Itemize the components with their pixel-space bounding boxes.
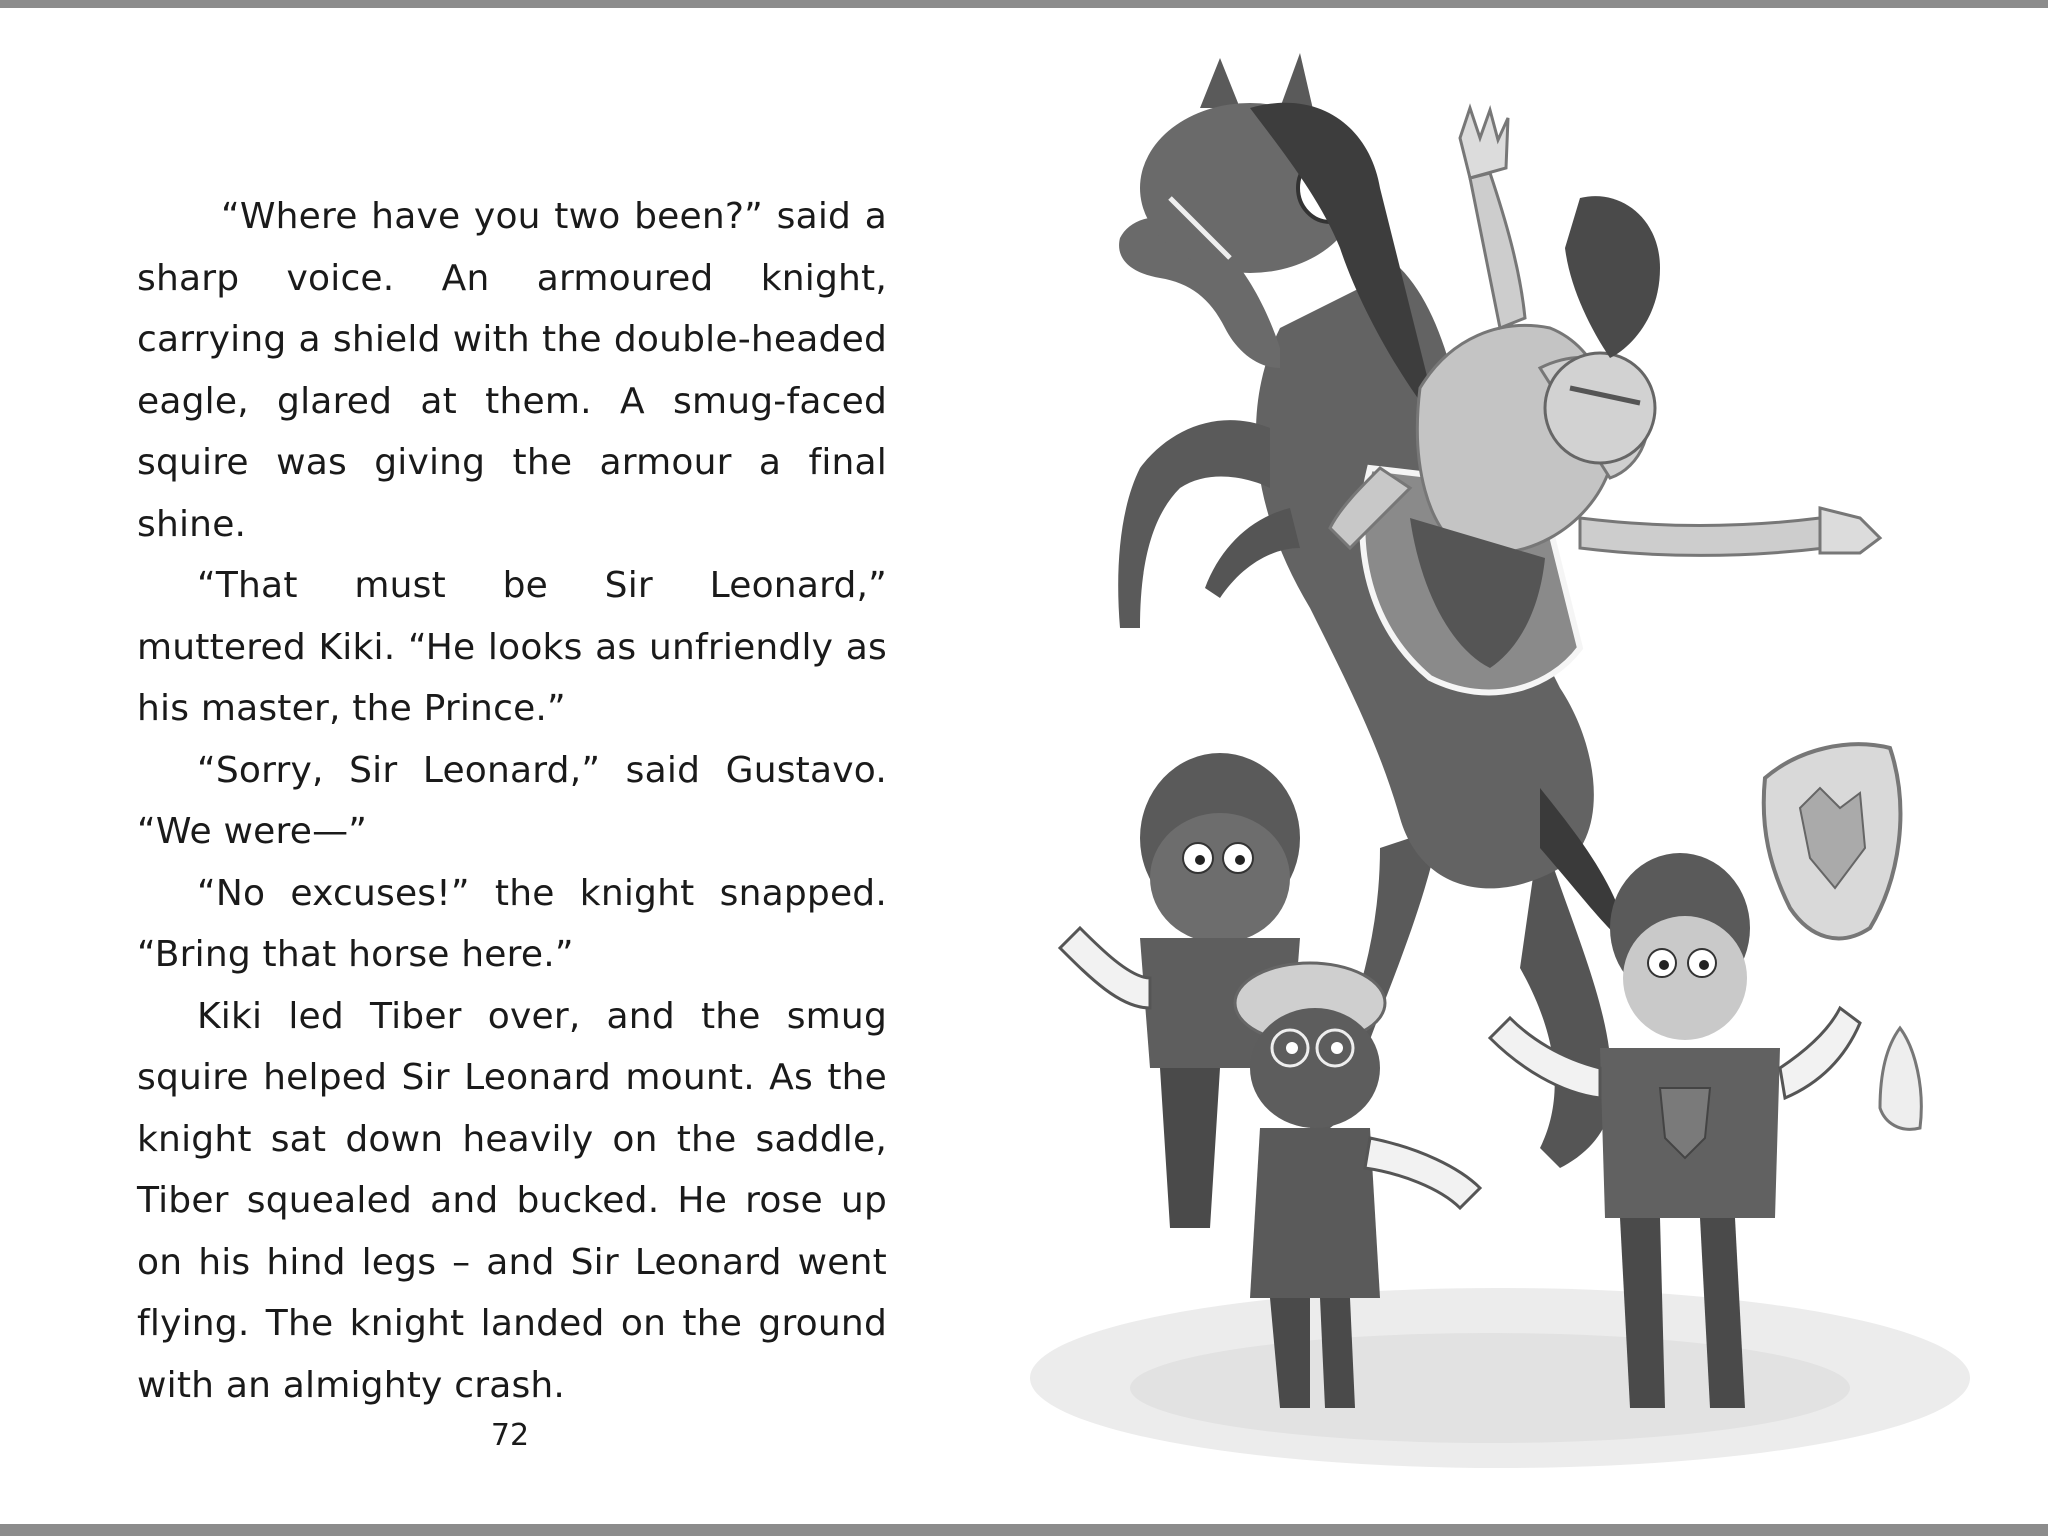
- paragraph: “No excuses!” the knight snapped. “Bring that horse here.”: [137, 872, 887, 975]
- paragraph: Kiki led Tiber over, and the smug squire helped Sir Leonard mount. As the knight sat down heavily on the saddle, Tiber squealed and bucked. He rose up on his hind legs – and Sir Leonard went flying. The knight landed on the ground with an almighty crash.: [137, 995, 887, 1406]
- book-spread: [0, 8, 2048, 1524]
- knight-helmet: [1545, 353, 1655, 463]
- story-text: [137, 186, 887, 1416]
- illustration-knight-falling-from-horse: [1020, 48, 2048, 1468]
- paragraph: “Where have you two been?” said a sharp voice. An armoured knight, carrying a shield with the double-headed eagle, glared at them. A smug-faced squire was giving the armour a final shine.: [137, 196, 887, 545]
- paragraph: “That must be Sir Leonard,” muttered Kiki. “He looks as unfriendly as his master, the Prince.”: [137, 565, 887, 729]
- page-number: 72: [490, 1418, 530, 1453]
- window-frame-bottom: [0, 1524, 2048, 1536]
- eagle-shield: [1764, 744, 1901, 938]
- paragraph: “Sorry, Sir Leonard,” said Gustavo. “We were—”: [137, 749, 887, 852]
- window-frame-top: [0, 0, 2048, 8]
